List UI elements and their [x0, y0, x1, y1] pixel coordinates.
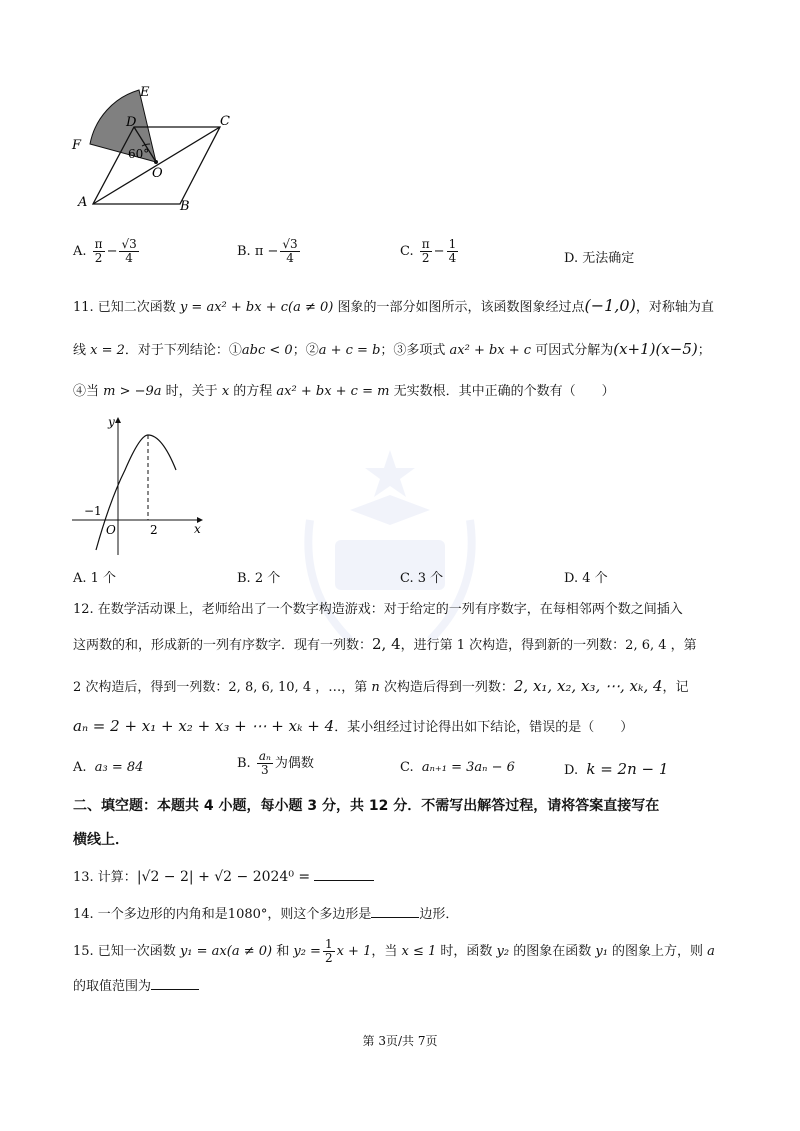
label-D: D: [126, 115, 137, 130]
q11-option-c: C. 3 个: [400, 571, 444, 586]
label-E: E: [140, 85, 150, 100]
q14-answer-blank[interactable]: [371, 905, 419, 918]
svg-text:y: y: [108, 415, 115, 429]
section2-heading-line1: 二、填空题：本题共 4 小题，每小题 3 分，共 12 分．不需写出解答过程，请将答案直接写在: [73, 798, 660, 814]
label-O: O: [152, 166, 163, 181]
label-B: B: [180, 199, 190, 214]
svg-text:O: O: [106, 523, 116, 537]
q12-option-d: D. k = 2n − 1: [564, 760, 669, 778]
label-angle: 60°: [128, 147, 150, 161]
label-F: F: [72, 138, 82, 153]
q11-option-d: D. 4 个: [564, 571, 608, 586]
q11-line2: 线 x = 2．对于下列结论：①abc < 0；②a + c = b；③多项式 ax² + bx + c 可因式分解为(x+1)(x−5)；: [73, 340, 711, 358]
q10-option-c: C. $\frac{\pi}{2}$ − $\frac{1}{4}$: [400, 237, 457, 266]
q15-answer-blank[interactable]: [151, 977, 199, 990]
q10-option-a: A. $\frac{\pi}{2}$ − $\frac{√3}{4}$: [73, 237, 137, 266]
q12-option-c: C. aₙ₊₁ = 3aₙ − 6: [400, 760, 515, 775]
svg-text:2: 2: [150, 523, 158, 537]
q10-option-d: D. 无法确定: [564, 251, 635, 266]
q12-line4: aₙ = 2 + x₁ + x₂ + x₃ + ⋯ + xₖ + 4．某小组经过讨论得出如下结论，错误的是（ ）: [73, 717, 634, 735]
q12-line2: 这两数的和，形成新的一列有序数字．现有一列数：2, 4，进行第 1 次构造，得到新的一列数：2, 6, 4 ，第: [73, 635, 697, 653]
q15-line2: 的取值范围为: [73, 975, 199, 994]
svg-text:x: x: [194, 522, 201, 536]
q10-option-b: B. π − $\frac{√3}{4}$: [237, 237, 298, 266]
q13-answer-blank[interactable]: [314, 868, 374, 881]
q13: 13. 计算：|√2 − 2| + √2 − 2024⁰ =: [73, 866, 374, 885]
q12-line1: 12. 在数学活动课上，老师给出了一个数字构造游戏：对于给定的一列有序数字，在每相邻两个数之间插入: [73, 602, 683, 617]
q12-line3: 2 次构造后，得到一列数：2, 8, 6, 10, 4 ，…，第 n 次构造后得到一列数：2, x₁, x₂, x₃, ⋯, xₖ, 4，记: [73, 677, 689, 695]
label-A: A: [78, 195, 88, 210]
section2-heading-line2: 横线上．: [73, 832, 129, 848]
q11-line3: ④当 m > −9a 时，关于 x 的方程 ax² + bx + c = m 无实数根．其中正确的个数有（ ）: [73, 384, 615, 399]
parabola-graph: [70, 410, 210, 560]
q12-option-b: B. $\frac{\text{aₙ}}{3}$ 为偶数: [237, 749, 314, 778]
label-C: C: [220, 114, 230, 129]
q11-line1: 11. 已知二次函数 y = ax² + bx + c(a ≠ 0) 图象的一部分如图所示，该函数图象经过点(−1,0)，对称轴为直: [73, 296, 714, 315]
q14: 14. 一个多边形的内角和是1080°，则这个多边形是 边形．: [73, 907, 459, 922]
q12-option-a: A. a₃ = 84: [73, 760, 144, 775]
page-footer: 第 3页/共 7页: [362, 1034, 438, 1048]
svg-text:−1: −1: [84, 504, 102, 518]
q11-option-b: B. 2 个: [237, 571, 281, 586]
q15-line1: 15. 已知一次函数 y₁ = ax(a ≠ 0) 和 y₂ = $\frac{1}{2}$ x + 1，当 x ≤ 1 时，函数 y₂ 的图象在函数 y₁ 的图象上方，则 a: [73, 937, 715, 966]
q11-option-a: A. 1 个: [73, 571, 117, 586]
sector-parallelogram-figure: [70, 80, 240, 215]
